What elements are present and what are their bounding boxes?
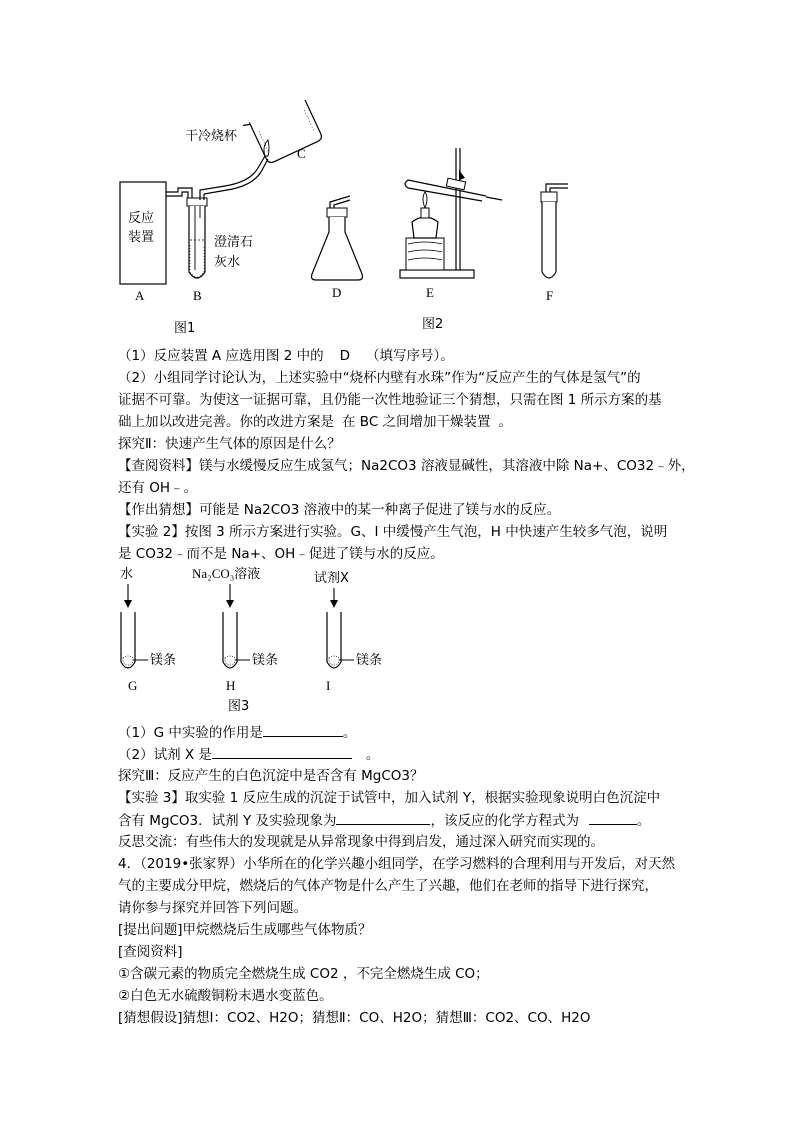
cold-beaker-c: [243, 100, 323, 167]
q2-line1: （2）小组同学讨论认为，上述实验中“烧杯内壁有水珠”作为“反应产生的气体是氢气”的: [118, 370, 641, 386]
heating-setup-e: [400, 148, 502, 278]
label-f: F: [546, 288, 554, 303]
q1-after: （填写序号）。: [365, 348, 454, 364]
test-tube-f: [541, 184, 568, 278]
y-answer-blank[interactable]: [336, 810, 430, 825]
equation-answer-blank[interactable]: [589, 810, 637, 825]
explore-2-heading: 探究Ⅱ：快速产生气体的原因是什么？: [118, 436, 341, 452]
label-c: C: [297, 146, 306, 161]
info-item1-line: ①含碳元素的物质完全燃烧生成 CO2 ，不完全燃烧生成 CO；: [118, 966, 489, 982]
conical-flask-d: [312, 196, 363, 280]
reaction-device-a: [120, 182, 166, 284]
p4-line1: 4．（2019•张家界）小华所在的化学兴趣小组同学，在学习燃料的合理利用与开发后，对天然: [118, 856, 676, 872]
q1-answer: D: [339, 348, 350, 364]
reagent-g-label: 水: [120, 567, 134, 582]
reagent-i-label: 试剂X: [314, 571, 349, 586]
figure-3-caption: 图3: [228, 699, 250, 714]
reagent-h-label: Na₂CO₃溶液: [192, 566, 261, 581]
hypothesis-line: 【作出猜想】可能是 Na2CO3 溶液中的某一种离子促进了镁与水的反应。: [118, 502, 561, 518]
g-question-after: 。: [342, 725, 357, 741]
exp2-line1: 【实验 2】按图 3 所示方案进行实验。G、I 中缓慢产生气泡，H 中快速产生较多气泡，说明: [118, 524, 668, 540]
info-line1: 【查阅资料】镁与水缓慢反应生成氢气；Na2CO3 溶液显碱性，其溶液中除 Na+、CO32﹣外，: [118, 458, 695, 474]
g-answer-blank[interactable]: [263, 722, 343, 737]
water-label-line2: 灰水: [214, 255, 241, 270]
label-e: E: [426, 285, 434, 300]
exp3-line2-after: 。: [636, 813, 651, 829]
test-tube-i: [327, 612, 341, 668]
q2-line3: [118, 412, 688, 432]
explore-3-heading: 探究Ⅲ：反应产生的白色沉淀中是否含有 MgCO3？: [118, 768, 424, 784]
beaker-label: 干冷烧杯: [185, 129, 238, 144]
x-answer-blank[interactable]: [212, 744, 352, 759]
hypotheses-line: [猜想假设]猜想Ⅰ：CO2、H2O；猜想Ⅱ：CO、H2O；猜想Ⅲ：CO2、CO、H2O: [118, 1010, 591, 1026]
figure-1-caption: 图1: [174, 321, 196, 336]
figure-1-2: [110, 100, 590, 345]
reflection-line: 反思交流：有些伟大的发现就是从异常现象中得到启发，通过深入研究而实现的。: [118, 834, 604, 850]
p4-line3: 请你参与探究并回答下列问题。: [118, 900, 307, 916]
q1-before: （1）反应装置 A 应选用图 2 中的: [118, 348, 324, 364]
info-line2: 还有 OH﹣。: [118, 480, 198, 496]
strip-label-g: 镁条: [150, 653, 177, 668]
device-label-line2: 装置: [128, 230, 155, 245]
strip-label-h: 镁条: [252, 653, 279, 668]
test-tube-b: [187, 198, 207, 278]
exp3-line2: [118, 810, 688, 831]
x-question-line: [118, 744, 688, 765]
test-tube-h: [223, 612, 237, 668]
raise-question-line: [提出问题]甲烷燃烧后生成哪些气体物质？: [118, 922, 372, 938]
g-question-before: （1）G 中实验的作用是: [118, 725, 263, 741]
label-d: D: [332, 285, 342, 300]
water-label-line1: 澄清石: [214, 235, 254, 250]
g-question-line: [118, 722, 688, 743]
x-question-before: （2）试剂 X 是: [118, 747, 212, 763]
label-h: H: [226, 678, 236, 693]
x-question-after: 。: [365, 747, 380, 763]
strip-label-i: 镁条: [356, 653, 383, 668]
p4-line2: 气的主要成分甲烷，燃烧后的气体产物是什么产生了兴趣，他们在老师的指导下进行探究，: [118, 878, 658, 894]
exp3-line1: 【实验 3】取实验 1 反应生成的沉淀于试管中，加入试剂 Y，根据实验现象说明白色沉淀中: [118, 790, 661, 806]
question-1-line: [118, 346, 688, 366]
label-g: G: [128, 678, 138, 693]
label-i: I: [326, 678, 331, 693]
q2-line3-after: 。: [498, 414, 513, 430]
label-b: B: [193, 288, 202, 303]
info-heading-line: [查阅资料]: [118, 944, 183, 960]
test-tube-g: [121, 612, 135, 668]
q2-answer: 在 BC 之间增加干燥装置: [342, 414, 491, 430]
info-item2-line: ②白色无水硫酸铜粉末遇水变蓝色。: [118, 988, 333, 1004]
device-label-line1: 反应: [128, 211, 155, 226]
figure-2-caption: 图2: [422, 317, 444, 332]
q2-line2: 证据不可靠。为使这一证据可靠，且仍能一次性地验证三个猜想，只需在图 1 所示方案的基: [118, 392, 662, 408]
figure-3: [110, 562, 410, 717]
label-a: A: [135, 288, 145, 303]
exp3-line2-before: 含有 MgCO3．试剂 Y 及实验现象为: [118, 813, 337, 829]
exp3-line2-middle: ，该反应的化学方程式为: [430, 813, 579, 829]
exp2-line2: 是 CO32﹣而不是 Na+、OH﹣促进了镁与水的反应。: [118, 546, 444, 562]
q2-line3-before: 础上加以改进完善。你的改进方案是: [118, 414, 334, 430]
